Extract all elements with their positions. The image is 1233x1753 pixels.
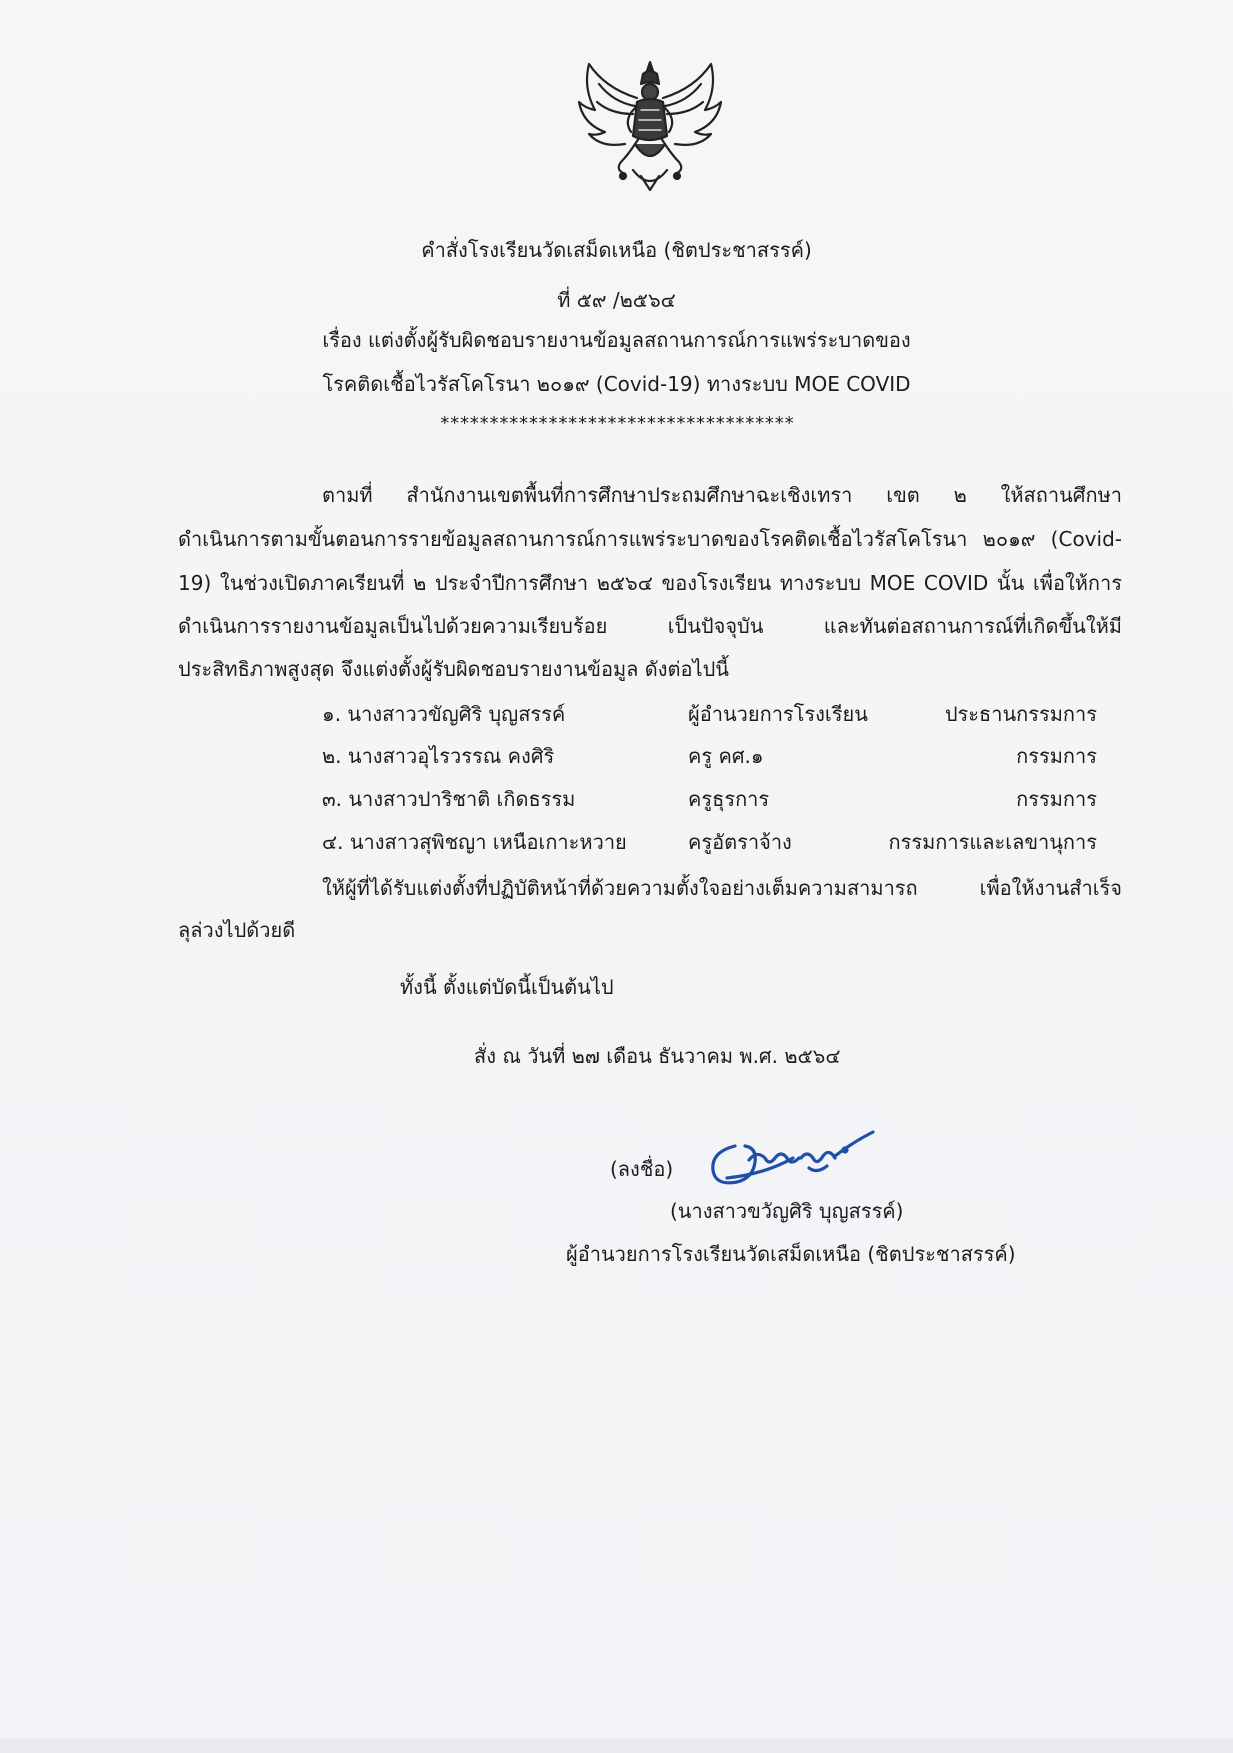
- member-name: ๓. นางสาวปาริชาติ เกิดธรรม: [322, 787, 576, 811]
- subject-line-2: โรคติดเชื้อไวรัสโคโรนา ๒๐๑๙ (Covid-19) ทางระบบ MOE COVID: [322, 372, 911, 396]
- member-position: ผู้อำนวยการโรงเรียน: [688, 702, 868, 726]
- member-position: ครูธุรการ: [688, 787, 770, 811]
- member-row: [322, 742, 1097, 774]
- member-name: ๔. นางสาวสุพิชญา เหนือเกาะหวาย: [322, 830, 627, 854]
- member-role: กรรมการและเลขานุการ: [888, 830, 1097, 854]
- order-date: สั่ง ณ วันที่ ๒๗ เดือน ธันวาคม พ.ศ. ๒๕๖๔: [474, 1044, 841, 1068]
- signer-title: ผู้อำนวยการโรงเรียนวัดเสม็ดเหนือ (ชิตประชาสรรค์): [566, 1242, 1016, 1266]
- page-bottom-edge: [0, 1739, 1233, 1753]
- member-position: ครู คศ.๑: [688, 744, 764, 768]
- member-row: [322, 828, 1097, 860]
- paragraph-line: ตามที่ สำนักงานเขตพื้นที่การศึกษาประถมศึกษาฉะเชิงเทรา เขต ๒ ให้สถานศึกษา: [322, 483, 1122, 507]
- paragraph-line: ดำเนินการตามขั้นตอนการรายข้อมูลสถานการณ์การแพร่ระบาดของโรคติดเชื้อไวรัสโคโรนา ๒๐๑๙ (Covid-: [178, 527, 1122, 551]
- member-role: กรรมการ: [1016, 787, 1097, 811]
- paragraph-line: ลุล่วงไปด้วยดี: [178, 918, 296, 942]
- effective-statement: ทั้งนี้ ตั้งแต่บัดนี้เป็นต้นไป: [400, 975, 614, 999]
- member-row: [322, 785, 1097, 817]
- member-row: [322, 700, 1097, 732]
- order-title: คำสั่งโรงเรียนวัดเสม็ดเหนือ (ชิตประชาสรรค์): [421, 238, 812, 262]
- member-name: ๒. นางสาวอุไรวรรณ คงศิริ: [322, 744, 555, 768]
- separator-line: ************************************: [439, 413, 794, 434]
- signer-name: (นางสาวขวัญศิริ บุญสรรค์): [670, 1199, 904, 1223]
- paragraph-line: ให้ผู้ที่ได้รับแต่งตั้งที่ปฏิบัติหน้าที่ด้วยความตั้งใจอย่างเต็มความสามารถ เพื่อให้งานสำเร็จ: [322, 876, 1122, 900]
- paragraph-line: 19) ในช่วงเปิดภาคเรียนที่ ๒ ประจำปีการศึกษา ๒๕๖๔ ของโรงเรียน ทางระบบ MOE COVID นั้น เพื่อให้การ: [178, 571, 1123, 595]
- member-position: ครูอัตราจ้าง: [688, 830, 792, 854]
- paragraph-line: ประสิทธิภาพสูงสุด จึงแต่งตั้งผู้รับผิดชอบรายงานข้อมูล ดังต่อไปนี้: [178, 657, 729, 681]
- signature-label: (ลงชื่อ): [610, 1157, 674, 1181]
- member-name: ๑. นางสาววขัญศิริ บุญสรรค์: [322, 702, 566, 726]
- member-role: กรรมการ: [1016, 744, 1097, 768]
- order-number: ที่ ๕๙ /๒๕๖๔: [557, 288, 676, 312]
- handwritten-signature: [705, 1128, 885, 1190]
- member-role: ประธานกรรมการ: [944, 702, 1097, 726]
- subject-line-1: เรื่อง แต่งตั้งผู้รับผิดชอบรายงานข้อมูลสถานการณ์การแพร่ระบาดของ: [322, 328, 911, 352]
- paragraph-line: ดำเนินการรายงานข้อมูลเป็นไปด้วยความเรียบร้อย เป็นปัจจุบัน และทันต่อสถานการณ์ที่เกิดขึ้นให้มี: [178, 614, 1122, 638]
- garuda-emblem-icon: [575, 58, 725, 193]
